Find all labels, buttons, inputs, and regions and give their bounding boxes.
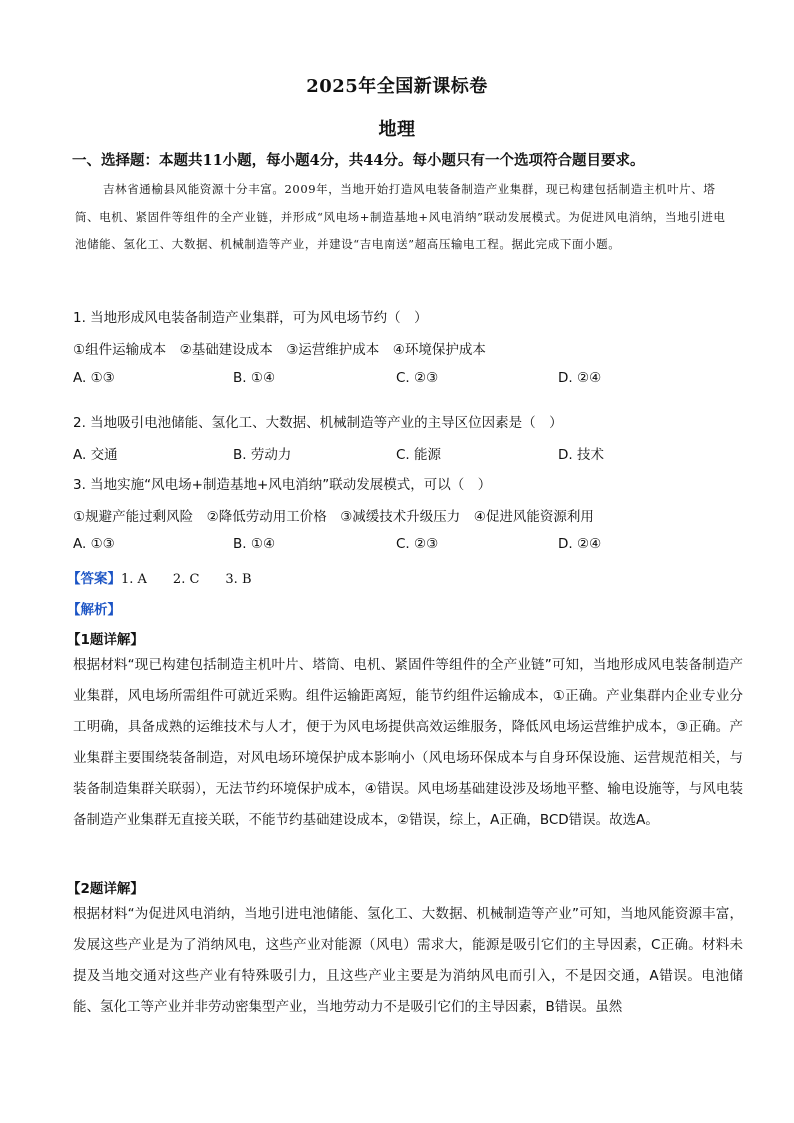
question-2-option-d: D. 技术 (558, 447, 604, 463)
question-3-stem: 3. 当地实施“风电场+制造基地+风电消纳”联动发展模式，可以（ ） (73, 477, 492, 493)
section-heading: 一、选择题：本题共11小题，每小题4分，共44分。每小题只有一个选项符合题目要求。 (72, 152, 645, 169)
question-2-option-a: A. 交通 (73, 447, 118, 463)
question-3-option-a: A. ①③ (73, 536, 115, 552)
question-1-option-b: B. ①④ (233, 370, 276, 386)
analysis-heading (67, 598, 121, 618)
question-2-option-c: C. 能源 (396, 447, 442, 463)
detail-2-label: 【2题详解】 (67, 881, 144, 897)
question-3-option-c: C. ②③ (396, 536, 439, 552)
answer-label: 【答案】 (67, 571, 121, 587)
question-3-option-b: B. ①④ (233, 536, 276, 552)
detail-2-text: 根据材料“为促进风电消纳，当地引进电池储能、氢化工、大数据、机械制造等产业”可知，当地风能资源丰富，发展这些产业是为了消纳风电，这些产业对能源（风电）需求大，能源是吸引它们的主导因素，C正确。材料未提及当地交通对这些产业有特殊吸引力，且这些产业主要是为消纳风电而引入，不是因交通，A错误。电池储能、氢化工等产业并非劳动密集型产业，当地劳动力不是吸引它们的主导因素，B错误。虽然 (73, 906, 743, 1015)
material-text: 吉林省通榆县风能资源十分丰富。2009年，当地开始打造风电装备制造产业集群，现已构建包括制造主机叶片、塔筒、电机、紧固件等组件的全产业链，并形成“风电场+制造基地+风电消纳”联动发展模式。为促进风电消纳，当地引进电池储能、氢化工、大数据、机械制造等产业，并建设“吉电南送”超高压输电工程。据此完成下面小题。 (75, 182, 726, 251)
answer-line (67, 567, 252, 587)
detail-1-label: 【1题详解】 (67, 632, 144, 648)
question-1-option-a: A. ①③ (73, 370, 115, 386)
answer-value: 1. A 2. C 3. B (121, 572, 252, 587)
material-passage (75, 176, 735, 259)
question-2-option-b: B. 劳动力 (233, 447, 292, 463)
analysis-label: 【解析】 (67, 602, 121, 618)
question-1-items: ①组件运输成本 ②基础建设成本 ③运营维护成本 ④环境保护成本 (73, 342, 486, 358)
subject-title: 地理 (378, 119, 416, 140)
question-1-option-d: D. ②④ (558, 370, 602, 386)
question-3-items: ①规避产能过剩风险 ②降低劳动用工价格 ③减缓技术升级压力 ④促进风能资源利用 (73, 509, 594, 525)
question-2-stem: 2. 当地吸引电池储能、氢化工、大数据、机械制造等产业的主导区位因素是（ ） (73, 415, 563, 431)
exam-title: 2025年全国新课标卷 (306, 76, 488, 97)
question-1-option-c: C. ②③ (396, 370, 439, 386)
question-1-stem: 1. 当地形成风电装备制造产业集群，可为风电场节约（ ） (73, 310, 428, 326)
detail-1-text: 根据材料“现已构建包括制造主机叶片、塔筒、电机、紧固件等组件的全产业链”可知，当地形成风电装备制造产业集群，风电场所需组件可就近采购。组件运输距离短，能节约组件运输成本，①正确。产业集群内企业专业分工明确，具备成熟的运维技术与人才，便于为风电场提供高效运维服务，降低风电场运营维护成本，③正确。产业集群主要围绕装备制造，对风电场环境保护成本影响小（风电场环保成本与自身环保设施、运营规范相关，与装备制造集群关联弱），无法节约环境保护成本，④错误。风电场基础建设涉及场地平整、输电设施等，与风电装备制造产业集群无直接关联，不能节约基础建设成本，②错误，综上，A正确，BCD错误。故选A。 (73, 657, 743, 828)
question-3-option-d: D. ②④ (558, 536, 602, 552)
